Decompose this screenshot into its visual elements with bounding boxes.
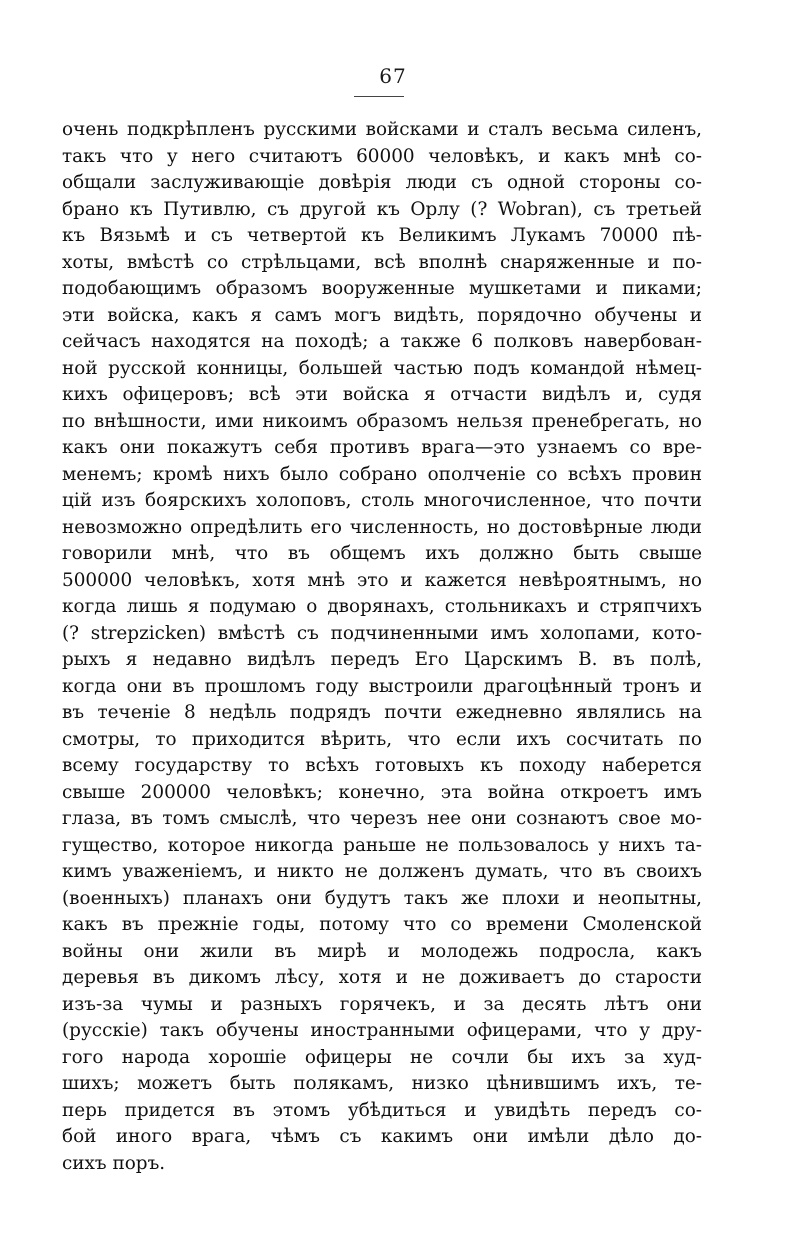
- text-line: подобающимъ образомъ вооруженные мушкетами и пиками;: [62, 278, 702, 299]
- text-line: (русскіе) такъ обучены иностранными офицерами, что у дру-: [62, 1020, 702, 1041]
- text-line: 500000 человѣкъ, хотя мнѣ это и кажется невѣроятнымъ, но: [62, 569, 702, 591]
- text-line: брано къ Путивлю, съ другой къ Орлу (? Wobran), съ третьей: [62, 198, 702, 220]
- text-line: бой иного врага, чѣмъ съ какимъ они имѣли дѣло до-: [62, 1126, 702, 1147]
- text-line: всему государству то всѣхъ готовыхъ къ походу наберется: [62, 755, 702, 776]
- text-line: говорили мнѣ, что въ общемъ ихъ должно быть свыше: [62, 543, 702, 564]
- text-line: къ Вязьмѣ и съ четвертой къ Великимъ Лукамъ 70000 пѣ-: [62, 225, 702, 246]
- text-line: ной русской конницы, большей частью подъ командой нѣмец-: [62, 357, 702, 379]
- text-line: когда лишь я подумаю о дворянахъ, стольникахъ и стряпчихъ: [62, 596, 702, 617]
- text-line: глаза, въ томъ смыслѣ, что черезъ нее они сознаютъ свое мо-: [62, 808, 702, 829]
- text-line: такъ что у него считаютъ 60000 человѣкъ, и какъ мнѣ со-: [62, 145, 702, 167]
- text-line: невозможно опредѣлить его численность, но достовѣрные люди: [62, 516, 702, 538]
- text-line: перь придется въ этомъ убѣдиться и увидѣть передъ со-: [62, 1099, 702, 1121]
- text-line: шихъ; можетъ быть полякамъ, низко цѣнившимъ ихъ, те-: [62, 1073, 702, 1094]
- text-line: очень подкрѣпленъ русскими войсками и сталъ весьма силенъ,: [62, 119, 702, 140]
- text-line: кихъ офицеровъ; всѣ эти войска я отчасти видѣлъ и, судя: [62, 384, 702, 405]
- text-line: деревья въ дикомъ лѣсу, хотя и не доживаетъ до старости: [62, 967, 702, 988]
- text-line: рыхъ я недавно видѣлъ передъ Его Царскимъ В. въ полѣ,: [62, 649, 702, 670]
- page-number-rule: [354, 96, 404, 97]
- text-line: цій изъ боярскихъ холоповъ, столь многочисленное, что почти: [62, 490, 702, 511]
- text-line: общали заслуживающіе довѣрія люди съ одной стороны со-: [62, 172, 702, 193]
- text-line: когда они въ прошломъ году выстроили драгоцѣнный тронъ и: [62, 675, 702, 697]
- text-line: сейчасъ находятся на походѣ; а также 6 полковъ навербован-: [62, 331, 702, 352]
- page-number: 67: [379, 64, 407, 88]
- text-line: эти войска, какъ я самъ могъ видѣть, порядочно обучены и: [62, 304, 702, 326]
- text-line: какъ въ прежніе годы, потому что со времени Смоленской: [62, 914, 702, 935]
- text-line: въ теченіе 8 недѣль подрядъ почти ежедневно являлись на: [62, 702, 702, 723]
- text-line: менемъ; кромѣ нихъ было собрано ополченіе со всѣхъ провин: [62, 463, 702, 485]
- text-line: изъ-за чумы и разныхъ горячекъ, и за десять лѣтъ они: [62, 993, 702, 1015]
- text-line: (? strepzicken) вмѣстѣ съ подчиненными имъ холопами, кото-: [62, 622, 702, 644]
- text-line: смотры, то приходится вѣрить, что если ихъ сосчитать по: [62, 728, 702, 750]
- text-line: какъ они покажутъ себя противъ врага—это узнаемъ со вре-: [62, 437, 702, 458]
- text-line: гущество, которое никогда раньше не пользовалось у нихъ та-: [62, 834, 702, 856]
- text-line: гого народа хорошіе офицеры не сочли бы ихъ за худ-: [62, 1046, 702, 1068]
- text-line: кимъ уваженіемъ, и никто не долженъ думать, что въ своихъ: [62, 861, 702, 882]
- text-line: сихъ поръ.: [62, 1152, 166, 1174]
- text-line: свыше 200000 человѣкъ; конечно, эта война откроетъ имъ: [62, 781, 702, 803]
- text-line: (военныхъ) планахъ они будутъ такъ же плохи и неопытны,: [62, 887, 702, 909]
- text-line: войны они жили въ мирѣ и молодежь подросла, какъ: [62, 940, 702, 962]
- text-line: хоты, вмѣстѣ со стрѣльцами, всѣ вполнѣ снаряженные и по-: [62, 251, 702, 273]
- text-line: по внѣшности, ими никоимъ образомъ нельзя пренебрегать, но: [62, 410, 702, 432]
- body-text: [62, 117, 702, 1177]
